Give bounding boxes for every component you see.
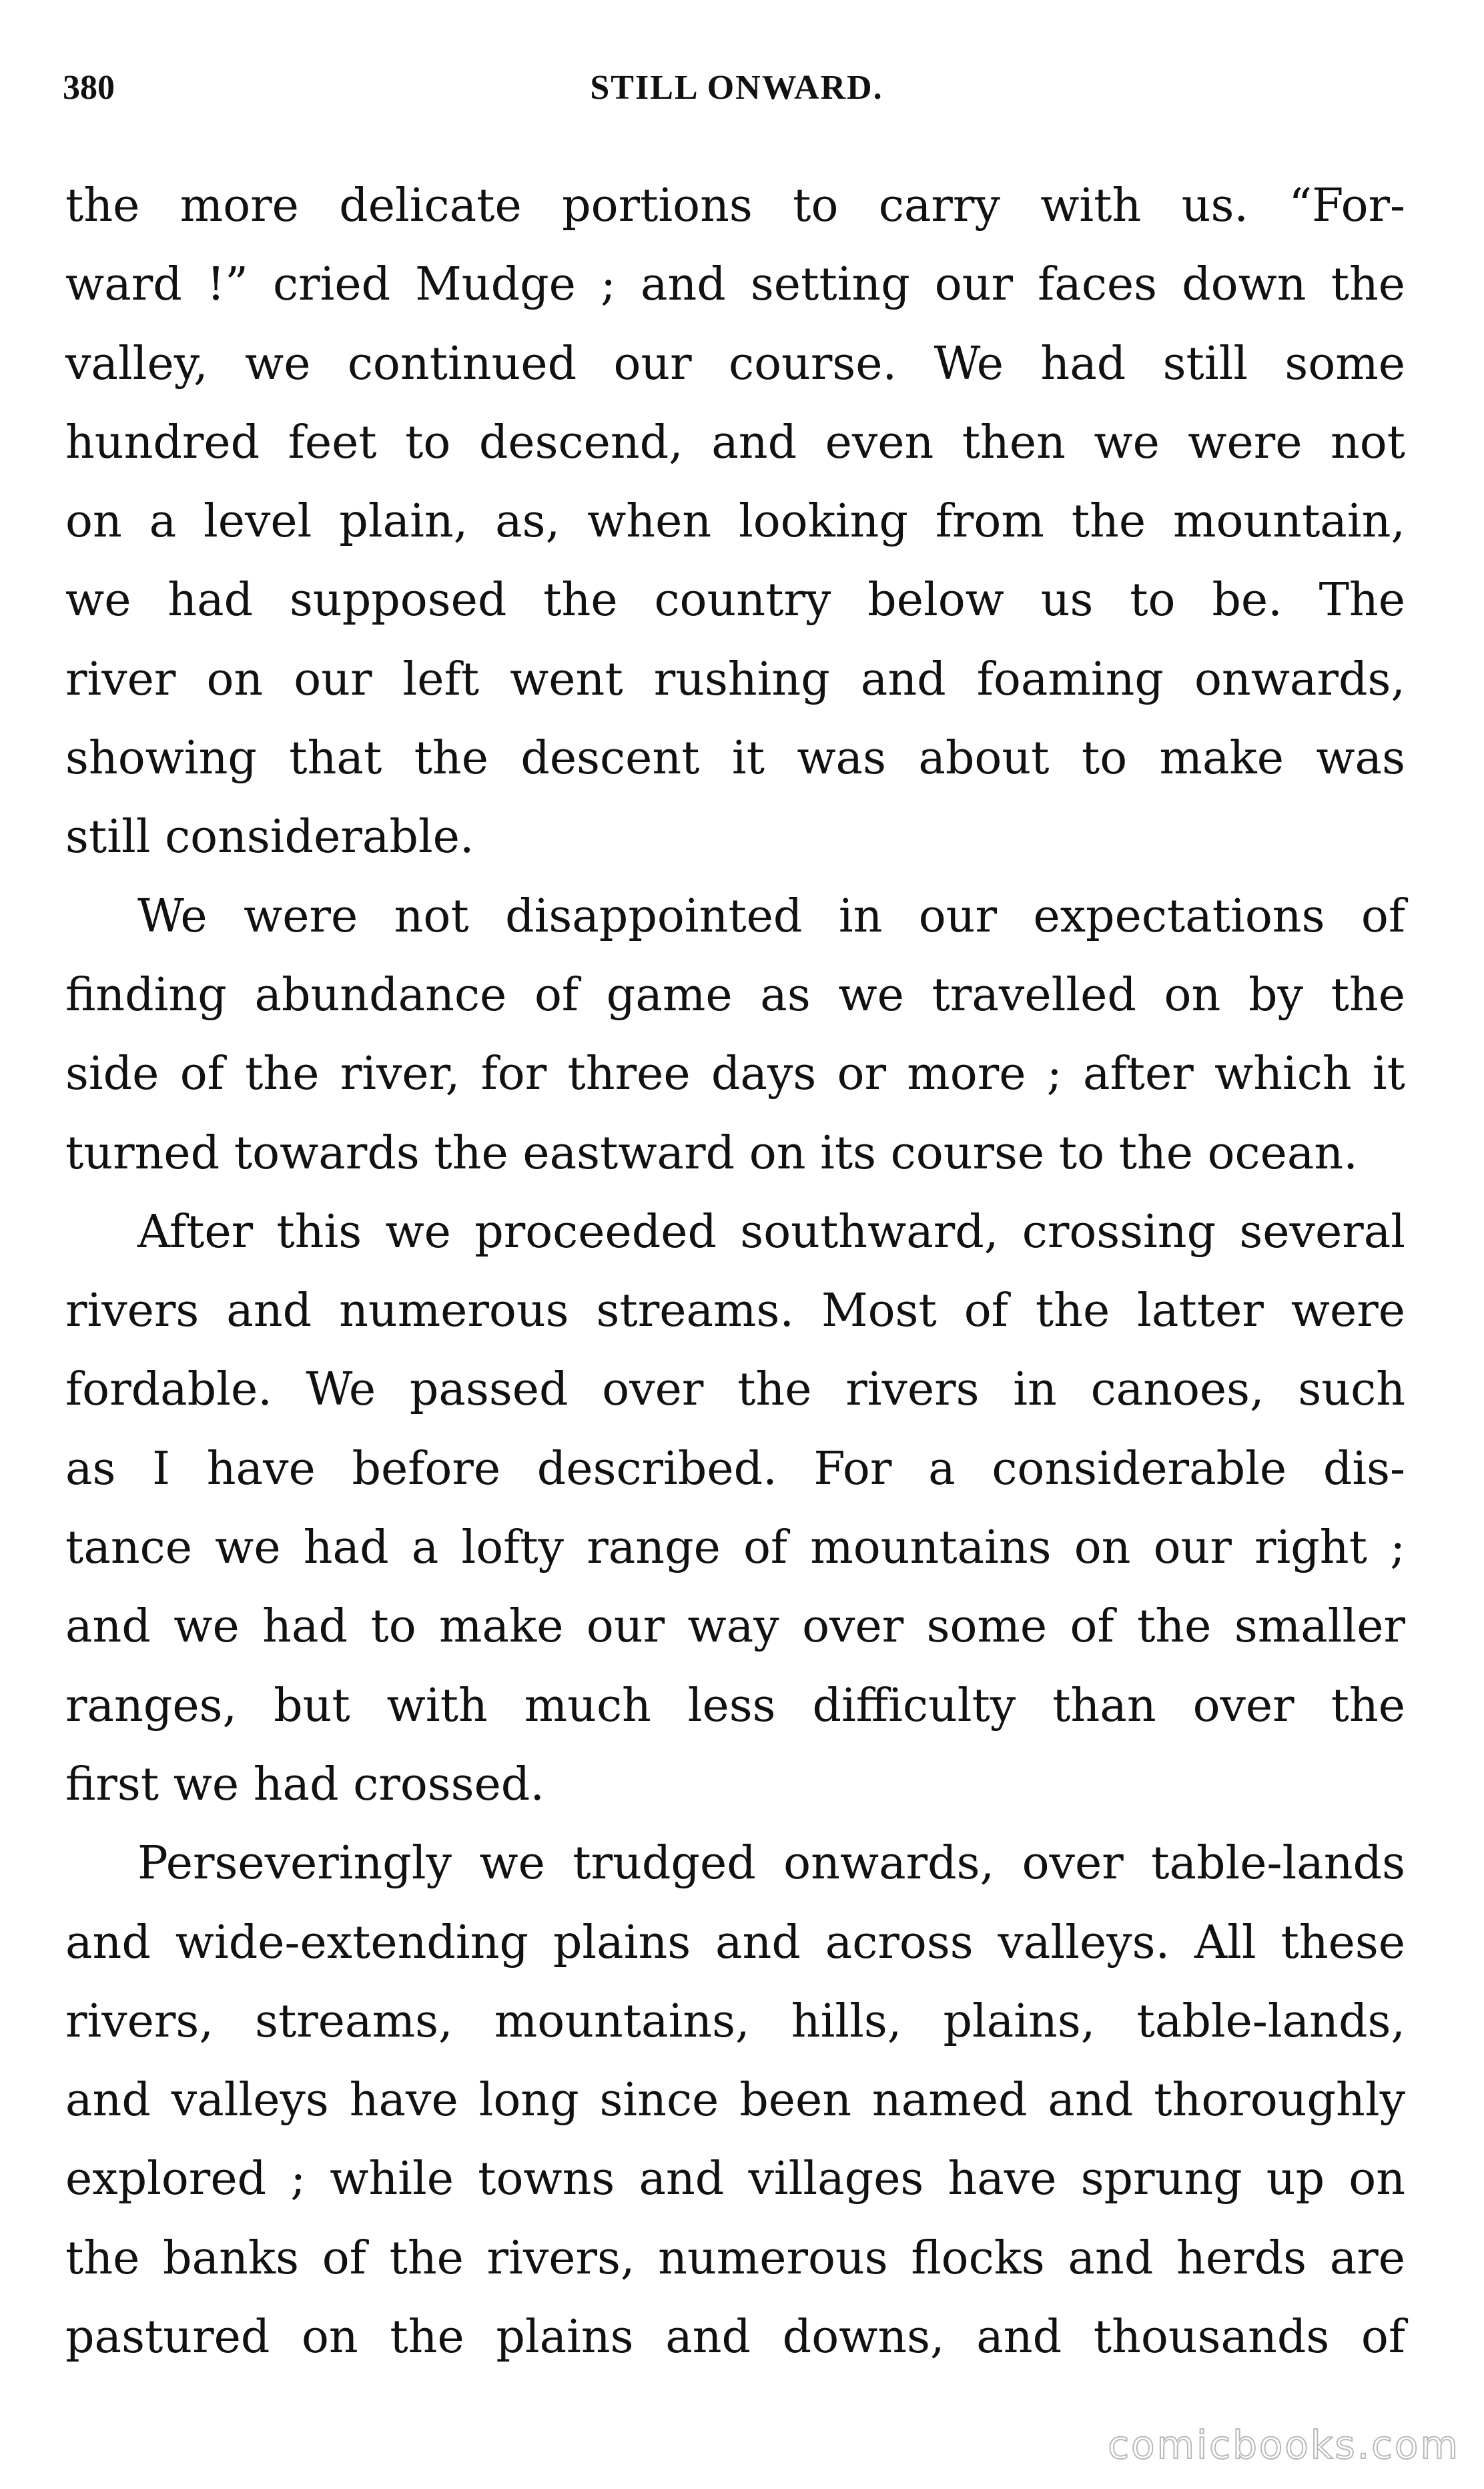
text-line: and valleys have long since been named and thoroughly bbox=[65, 2074, 1405, 2127]
text-line: still considerable. bbox=[65, 811, 474, 864]
text-line: we had supposed the country below us to be. The bbox=[65, 574, 1405, 627]
text-line: the banks of the rivers, numerous flocks and herds are bbox=[65, 2231, 1405, 2285]
text-line: hundred feet to descend, and even then we were not bbox=[65, 416, 1405, 469]
text-line: explored ; while towns and villages have sprung up on bbox=[65, 2153, 1405, 2206]
text-line: ward !” cried Mudge ; and setting our faces down the bbox=[65, 258, 1405, 312]
text-line: the more delicate portions to carry with us. “For- bbox=[65, 180, 1405, 232]
text-line: tance we had a lofty range of mountains on our right ; bbox=[65, 1521, 1405, 1575]
body-text bbox=[65, 167, 1405, 2377]
text-line: ranges, but with much less difficulty than over the bbox=[65, 1679, 1405, 1732]
text-line: finding abundance of game as we travelled on by the bbox=[65, 968, 1405, 1022]
text-line: and wide-extending plains and across valleys. All these bbox=[65, 1916, 1405, 1969]
text-line: showing that the descent it was about to make was bbox=[65, 732, 1405, 785]
text-line: fordable. We passed over the rivers in canoes, such bbox=[65, 1363, 1405, 1417]
watermark: comicbooks.com bbox=[1108, 2422, 1460, 2468]
text-line: rivers and numerous streams. Most of the latter were bbox=[65, 1285, 1405, 1338]
text-line: on a level plain, as, when looking from the mountain, bbox=[65, 495, 1405, 549]
text-line: rivers, streams, mountains, hills, plains, table-lands, bbox=[65, 1995, 1405, 2048]
page-header bbox=[63, 61, 1411, 115]
text-line: river on our left went rushing and foaming onwards, bbox=[65, 653, 1405, 706]
page-number: 380 bbox=[63, 69, 115, 107]
running-head: STILL ONWARD. bbox=[590, 69, 883, 107]
text-line: We were not disappointed in our expectations of bbox=[137, 890, 1405, 943]
text-line: valley, we continued our course. We had still some bbox=[65, 337, 1405, 390]
text-line: as I have before described. For a considerable dis- bbox=[65, 1442, 1405, 1495]
text-line: and we had to make our way over some of the smaller bbox=[65, 1600, 1405, 1654]
text-line: first we had crossed. bbox=[65, 1758, 544, 1811]
text-line: Perseveringly we trudged onwards, over table-lands bbox=[137, 1837, 1405, 1890]
text-line: pastured on the plains and downs, and thousands of bbox=[65, 2311, 1405, 2364]
text-line: side of the river, for three days or more ; after which it bbox=[65, 1048, 1405, 1101]
text-line: After this we proceeded southward, crossing several bbox=[137, 1205, 1405, 1259]
text-line: turned towards the eastward on its course to the ocean. bbox=[65, 1126, 1358, 1180]
